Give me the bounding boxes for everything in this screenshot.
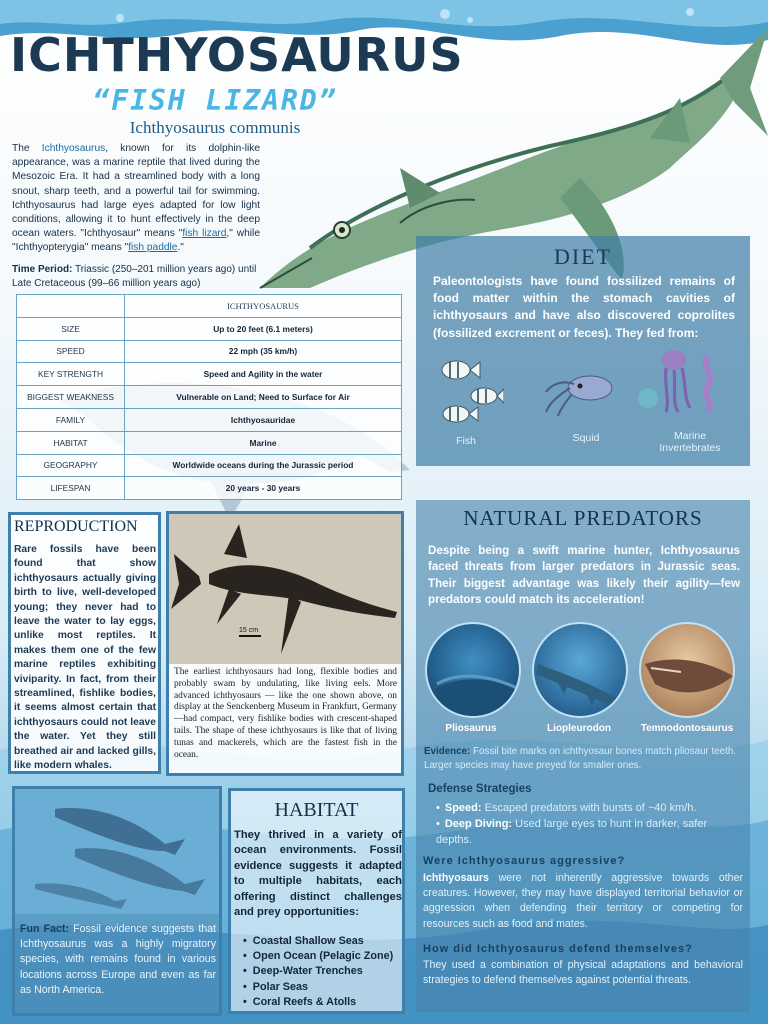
scale-label: 15 cm bbox=[239, 627, 259, 634]
diet-item-fish: Fish bbox=[456, 435, 476, 447]
table-row: FAMILY Ichthyosauridae bbox=[17, 408, 402, 431]
list-item: • Deep-Water Trenches bbox=[243, 964, 405, 979]
predator-temnodontosaurus: Temnodontosaurus bbox=[640, 723, 734, 734]
facts-table bbox=[16, 294, 402, 500]
evidence-text: Evidence: Fossil bite marks on ichthyosaur bones match pliosaur teeth. Larger species may have preyed for smaller ones. bbox=[424, 746, 737, 771]
fossil-panel bbox=[166, 511, 404, 776]
reproduction-panel bbox=[8, 512, 161, 774]
table-row: GEOGRAPHY Worldwide oceans during the Jurassic period bbox=[17, 454, 402, 477]
list-item: • Deep Diving: Used large eyes to hunt in darker, safer depths. bbox=[436, 816, 742, 848]
scientific-name: Ichthyosaurus communis bbox=[129, 118, 301, 137]
table-row: KEY STRENGTH Speed and Agility in the water bbox=[17, 363, 402, 386]
table-row: SIZE Up to 20 feet (6.1 meters) bbox=[17, 317, 402, 340]
predators-title: NATURAL PREDATORS bbox=[463, 506, 703, 530]
fish-icon bbox=[434, 354, 504, 432]
liopleurodon-image bbox=[532, 622, 628, 718]
question-aggressive: Were Ichthyosaurus aggressive? bbox=[423, 855, 626, 867]
fish-lizard-link[interactable]: fish lizard bbox=[182, 228, 227, 240]
reproduction-title: REPRODUCTION bbox=[14, 518, 138, 535]
predator-pliosaurus: Pliosaurus bbox=[445, 723, 497, 734]
list-item: • Coral Reefs & Atolls bbox=[243, 995, 405, 1010]
fish-paddle-link[interactable]: fish paddle bbox=[128, 242, 178, 254]
defense-title: Defense Strategies bbox=[428, 783, 532, 795]
intro-text: The Ichthyosaurus, known for its dolphin-like appearance, was a marine reptile that lived during the Mesozoic Era. It had a streamlined body with a long snout, sharp teeth, and a powerful tail for swimming. Ichthyosaurus had large eyes adapted for low light conditions, allowing it to hunt effectively in the deep ocean waters. "Ichthyosaur" means "fish lizard," while "Ichthyopterygia" means "fish paddle." bbox=[12, 143, 260, 254]
list-item: • Speed: Escaped predators with bursts of ~40 km/h. bbox=[436, 800, 742, 816]
habitat-title: HABITAT bbox=[274, 799, 359, 821]
defense-list bbox=[436, 800, 742, 848]
subtitle: “FISH LIZARD” bbox=[92, 84, 338, 117]
predator-liopleurodon: Liopleurodon bbox=[547, 723, 611, 734]
table-row: HABITAT Marine bbox=[17, 431, 402, 454]
squid-icon bbox=[544, 366, 616, 416]
page-title: ICHTHYOSAURUS bbox=[10, 28, 464, 82]
diet-panel bbox=[416, 236, 750, 466]
fun-fact-text: Fun Fact: Fossil evidence suggests that Ichthyosaurus was a highly migratory species, with remains found in various locations across Europe and even as far as North America. bbox=[20, 923, 216, 996]
question-defend: How did Ichthyosaurus defend themselves? bbox=[423, 943, 693, 955]
fossil-caption: The earliest ichthyosaurs had long, flexible bodies and probably swam by undulating, like living eels. More advanced ichthyosaurs — like the one shown above, on display at the Senckenberg Museum in Frankfurt, Germany—had compact, very fishlike bodies with crescent-shaped tails. The shape of these ichthyosaurs is like that of living tunas and mackerels, which are the fastest fish in the ocean. bbox=[174, 667, 397, 760]
table-row: BIGGEST WEAKNESS Vulnerable on Land; Need to Surface for Air bbox=[17, 386, 402, 409]
invertebrate-icon bbox=[636, 346, 726, 416]
fun-fact-panel bbox=[12, 786, 222, 1016]
temnodontosaurus-image bbox=[639, 622, 735, 718]
table-header: ICHTHYOSAURUS bbox=[125, 295, 402, 318]
time-period: Time Period: Triassic (250–201 million years ago) until Late Cretaceous (99–66 million years ago) bbox=[12, 264, 257, 289]
answer-defend: They used a combination of physical adaptations and behavioral strategies to defend themselves against potential threats. bbox=[423, 959, 743, 987]
diet-text: Paleontologists have found fossilized remains of food matter within the stomach cavities of ichthyosaurs and have also discovered coprolites (fossilized excrement or feces). They fed from: bbox=[433, 274, 735, 340]
diet-title: DIET bbox=[553, 244, 613, 269]
diet-item-squid: Squid bbox=[572, 432, 600, 444]
pliosaurus-image bbox=[425, 622, 521, 718]
table-row: SPEED 22 mph (35 km/h) bbox=[17, 340, 402, 363]
habitat-list bbox=[243, 934, 405, 1010]
answer-aggressive: Ichthyosaurs were not inherently aggressive towards other creatures. However, they may have displayed territorial behavior or aggression when defending their territory or competing for resources such as food and mates. bbox=[423, 872, 743, 930]
species-name: Ichthyosaurus bbox=[41, 143, 106, 154]
list-item: • Polar Seas bbox=[243, 980, 405, 995]
predators-text: Despite being a swift marine hunter, Ichthyosaurus faced threats from larger predators in Jurassic seas. Their biggest advantage was likely their agility—few predators could match its acceleration! bbox=[428, 544, 740, 607]
list-item: • Open Ocean (Pelagic Zone) bbox=[243, 949, 405, 964]
habitat-panel bbox=[228, 788, 405, 1014]
table-row: LIFESPAN 20 years - 30 years bbox=[17, 477, 402, 500]
ichthyosaurus-pod-photo bbox=[15, 789, 219, 914]
table-header-row bbox=[17, 295, 402, 318]
predators-panel bbox=[416, 500, 750, 1012]
fossil-photo bbox=[169, 514, 401, 664]
habitat-text: They thrived in a variety of ocean environments. Fossil evidence suggests it adapted to multiple habitats, each offering distinct challenges and prey opportunities: bbox=[234, 829, 402, 919]
list-item: • Coastal Shallow Seas bbox=[243, 934, 405, 949]
diet-item-invertebrates: Marine Invertebrates bbox=[659, 430, 721, 454]
reproduction-text: Rare fossils have been found that show ichthyosaurs actually giving birth to live, well-developed young; they never had to leave the water to lay eggs, unlike most reptiles. It makes them one of the few marine reptiles exhibiting viviparity. In fact, from their streamlined, fishlike bodies, it seems almost certain that ichthyosaurs could not leave the water. Yet they still breathed air and lacked gills, like modern whales. bbox=[14, 544, 156, 772]
